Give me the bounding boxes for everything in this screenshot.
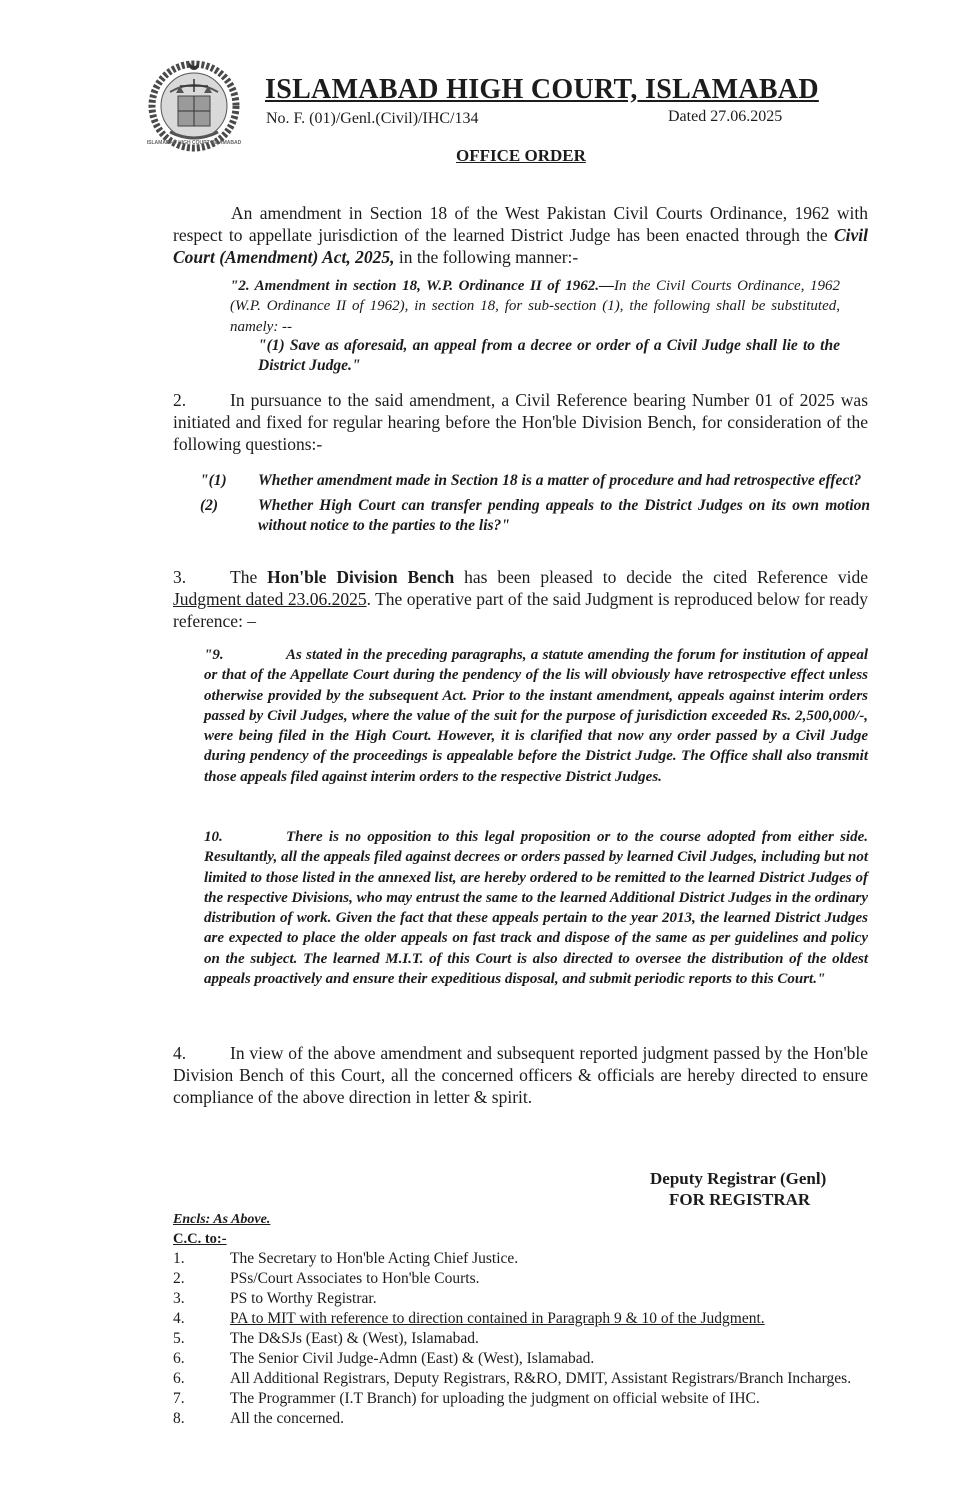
judgment-paragraph-9 (204, 645, 868, 787)
question-number: "(1) (200, 472, 227, 489)
court-name-heading: ISLAMABAD HIGH COURT, ISLAMABAD (265, 74, 819, 105)
cc-item-number: 7. (173, 1390, 185, 1407)
questions-list (200, 471, 870, 541)
paragraph-2-number: 2. (173, 390, 187, 410)
cc-item (173, 1369, 873, 1389)
paragraph-1 (173, 202, 868, 268)
order-date: Dated 27.06.2025 (668, 108, 783, 125)
cc-item-text: PS to Worthy Registrar. (230, 1290, 377, 1307)
cc-list (173, 1249, 873, 1429)
paragraph-1-text-b: in the following manner:- (394, 247, 579, 267)
amendment-heading: "2. Amendment in section 18, W.P. Ordinance II of 1962.— (230, 278, 615, 294)
cc-item-text: PA to MIT with reference to direction contained in Paragraph 9 & 10 of the Judgment. (230, 1310, 765, 1327)
cc-item-text: All the concerned. (230, 1410, 345, 1427)
paragraph-2-text: In pursuance to the said amendment, a Civil Reference bearing Number 01 of 2025 was initiated and fixed for regular hearing before the Hon'ble Division Bench, for consideration of the following questions:- (173, 390, 868, 454)
substituted-subsection: "(1) Save as aforesaid, an appeal from a decree or order of a Civil Judge shall lie to the District Judge." (258, 337, 840, 375)
judgment-paragraph-10 (204, 827, 868, 989)
cc-item-number: 5. (173, 1330, 185, 1347)
signatory-designation: Deputy Registrar (Genl) (650, 1169, 827, 1188)
judgment-paragraph-10-text: There is no opposition to this legal proposition or to the course adopted from either side. Resultantly, all the appeals filed against decrees or orders passed by learned Civil Judges, including but not limited to those listed in the annexed list, are hereby ordered to be remitted to the learned District Judges of the respective Divisions, who may entrust the same to the learned Additional District Judges in the ordinary distribution of work. Given the fact that these appeals pertain to the year 2013, the learned District Judges are expected to place the older appeals on fast track and dispose of the same as per guidelines and policy on the subject. The learned M.I.T. of this Court is also directed to oversee the distribution of the oldest appeals proactively and ensure their expeditious disposal, and submit periodic reports to this Court." (204, 829, 868, 988)
cc-item-number: 4. (173, 1310, 185, 1327)
paragraph-2 (173, 389, 868, 455)
amendment-text: In the Civil Courts Ordinance, 1962 (W.P. Ordinance II of 1962), in section 18, for sub-section (1), the following shall be substituted, namely: -- (230, 278, 840, 335)
office-order-title: OFFICE ORDER (456, 146, 586, 165)
cc-label: C.C. to:- (173, 1231, 227, 1247)
paragraph-4-number: 4. (173, 1043, 187, 1063)
cc-item-number: 6. (173, 1370, 185, 1387)
amendment-quote (230, 276, 840, 337)
file-number: No. F. (01)/Genl.(Civil)/IHC/134 (266, 110, 479, 127)
cc-item-number: 1. (173, 1250, 185, 1267)
cc-item-text: The Secretary to Hon'ble Acting Chief Justice. (230, 1250, 519, 1267)
cc-item (173, 1409, 873, 1429)
cc-item-text: The D&SJs (East) & (West), Islamabad. (230, 1330, 479, 1347)
paragraph-3-text-c: . The operative part of the said Judgment is reproduced below for ready reference: – (173, 589, 868, 631)
judgment-date-reference: Judgment dated 23.06.2025 (173, 589, 367, 609)
cc-item (173, 1249, 873, 1269)
cc-item-text: The Senior Civil Judge-Admn (East) & (West), Islamabad. (230, 1350, 595, 1367)
judgment-paragraph-10-number: 10. (204, 829, 223, 845)
cc-item-text: The Programmer (I.T Branch) for uploading the judgment on official website of IHC. (230, 1390, 760, 1407)
paragraph-3-text-a: The (230, 567, 268, 587)
paragraph-1-text-a: An amendment in Section 18 of the West Pakistan Civil Courts Ordinance, 1962 with respect to appellate jurisdiction of the learned District Judge has been enacted through the (173, 203, 868, 245)
cc-item (173, 1329, 873, 1349)
division-bench-name: Hon'ble Division Bench (267, 567, 455, 587)
cc-item-number: 6. (173, 1350, 185, 1367)
act-name: Civil Court (Amendment) Act, 2025, (173, 225, 868, 267)
cc-item-number: 8. (173, 1410, 185, 1427)
judgment-paragraph-9-text: As stated in the preceding paragraphs, a statute amending the forum for institution of appeal or that of the Appellate Court during the pendency of the lis will obviously have retrospective effect unless otherwise provided by the subsequent Act. Prior to the instant amendment, appeals against interim orders passed by Civil Judges, where the value of the suit for the purpose of jurisdiction exceeded Rs. 2,500,000/-, were being filed in the High Court. However, it is clarified that now any order passed by a Civil Judge during pendency of the proceedings is appealable before the District Judge. The Office shall also transmit those appeals filed against interim orders to the respective District Judges. (204, 647, 868, 785)
cc-item-number: 3. (173, 1290, 185, 1307)
question-item (200, 496, 870, 536)
cc-item (173, 1389, 873, 1409)
enclosures-note: Encls: As Above. (173, 1212, 271, 1227)
paragraph-4-text: In view of the above amendment and subsequent reported judgment passed by the Hon'ble Division Bench of this Court, all the concerned officers & officials are hereby directed to ensure compliance of the above direction in letter & spirit. (173, 1043, 868, 1107)
paragraph-3-text-b: has been pleased to decide the cited Reference vide (454, 567, 868, 587)
paragraph-3 (173, 566, 868, 632)
cc-item (173, 1349, 873, 1369)
cc-item (173, 1309, 873, 1329)
cc-item-text: PSs/Court Associates to Hon'ble Courts. (230, 1270, 480, 1287)
signature-block (650, 1168, 826, 1210)
cc-item-number: 2. (173, 1270, 185, 1287)
question-item (200, 471, 870, 491)
paragraph-4 (173, 1042, 868, 1108)
cc-item (173, 1289, 873, 1309)
question-text: Whether amendment made in Section 18 is a matter of procedure and had retrospective effect? (258, 472, 862, 489)
paragraph-3-number: 3. (173, 567, 187, 587)
question-text: Whether High Court can transfer pending appeals to the District Judges on its own motion without notice to the parties to the lis?" (258, 497, 870, 534)
seal-caption: ISLAMABAD HIGH COURT ISLAMABAD (146, 140, 242, 146)
question-number: (2) (200, 497, 219, 514)
signatory-on-behalf: FOR REGISTRAR (669, 1190, 811, 1209)
judgment-paragraph-9-number: "9. (204, 647, 224, 663)
cc-item (173, 1269, 873, 1289)
cc-item-text: All Additional Registrars, Deputy Registrars, R&RO, DMIT, Assistant Registrars/Branch Incharges. (230, 1370, 852, 1387)
